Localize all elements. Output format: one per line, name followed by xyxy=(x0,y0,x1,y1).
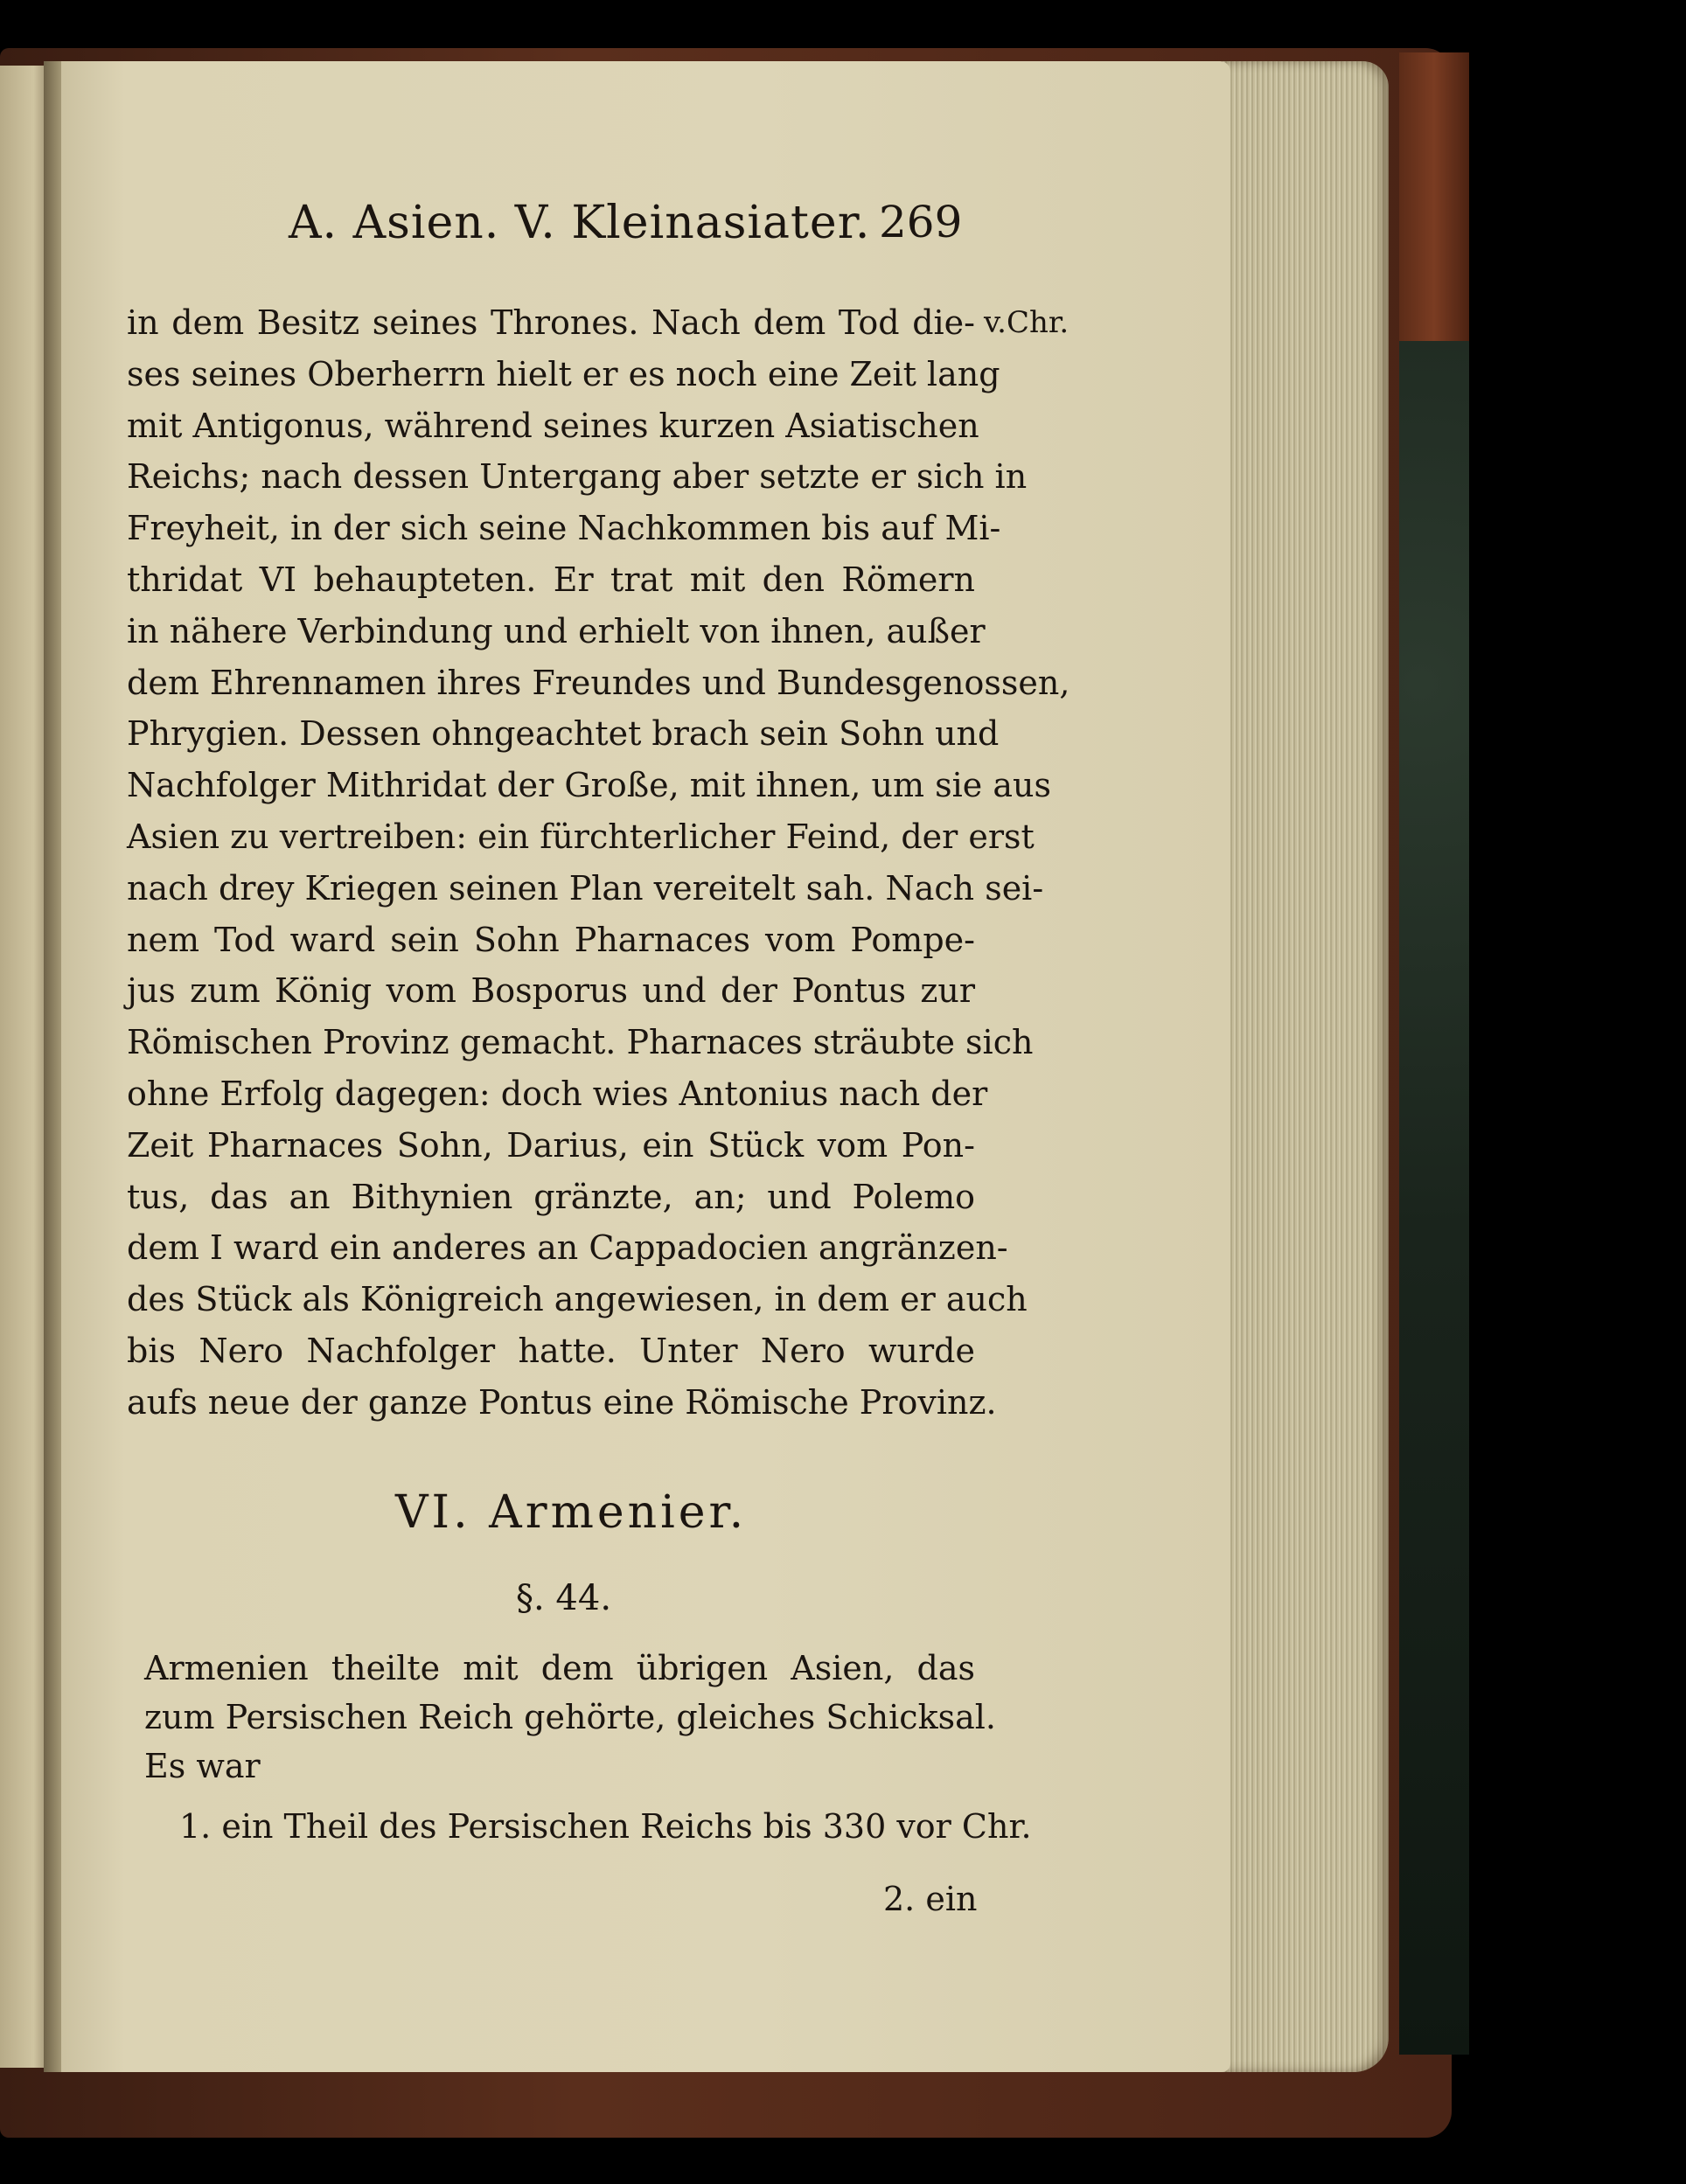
numbered-item xyxy=(179,1801,1032,1853)
text-line: dem Ehrennamen ihres Freundes und Bundesgenossen, xyxy=(127,663,1070,702)
page-gutter xyxy=(44,61,61,2072)
text-line: Es war xyxy=(144,1747,261,1785)
text-line: ohne Erfolg dagegen: doch wies Antonius nach der xyxy=(127,1074,988,1113)
text-line: Asien zu vertreiben: ein fürchterlicher Feind, der erst xyxy=(127,817,1035,856)
text-line: zum Persischen Reich gehörte, gleiches Schicksal. xyxy=(144,1698,996,1736)
text-line: Reichs; nach dessen Untergang aber setzte er sich in xyxy=(127,457,1028,497)
text-line: in dem Besitz seines Thrones. Nach dem Tod die- xyxy=(127,303,975,342)
text-line: bis Nero Nachfolger hatte. Unter Nero wurde xyxy=(127,1331,975,1370)
text-line: Phrygien. Dessen ohngeachtet brach sein Sohn und xyxy=(127,714,1000,754)
text-line: tus, das an Bithynien gränzte, an; und Polemo xyxy=(127,1177,975,1216)
book-spine-marbled xyxy=(1399,341,1469,2055)
section-text-block xyxy=(144,1644,996,1791)
text-line: jus zum König vom Bosporus und der Pontus zur xyxy=(127,971,975,1011)
text-line: ses seines Oberherrn hielt er es noch eine Zeit lang xyxy=(127,354,1000,393)
paragraph-mark: §. 44. xyxy=(516,1578,612,1618)
page-number: 269 xyxy=(879,197,963,247)
text-line: des Stück als Königreich angewiesen, in dem er auch xyxy=(127,1280,1028,1319)
list-item-text: 1. ein Theil des Persischen Reichs bis 330 vor Chr. xyxy=(179,1807,1032,1846)
book-spine-leather xyxy=(1399,52,1469,341)
text-line: Freyheit, in der sich seine Nachkommen bis auf Mi- xyxy=(127,509,1001,548)
left-page-edge xyxy=(0,66,48,2068)
text-line: Römischen Provinz gemacht. Pharnaces sträubte sich xyxy=(127,1023,1034,1062)
text-line: Nachfolger Mithridat der Große, mit ihnen, um sie aus xyxy=(127,766,1051,805)
text-line: aufs neue der ganze Pontus eine Römische Provinz. xyxy=(127,1382,997,1422)
text-line: Armenien theilte mit dem übrigen Asien, das xyxy=(144,1649,975,1687)
section-heading: VI. Armenier. xyxy=(395,1486,748,1539)
text-line: nem Tod ward sein Sohn Pharnaces vom Pompe- xyxy=(127,920,975,959)
page-stack-edges xyxy=(1223,61,1389,2072)
text-line: nach drey Kriegen seinen Plan vereitelt sah. Nach sei- xyxy=(127,868,1044,908)
text-line: Zeit Pharnaces Sohn, Darius, ein Stück vom Pon- xyxy=(127,1125,975,1165)
text-line: dem I ward ein anderes an Cappadocien angränzen- xyxy=(127,1228,1008,1268)
margin-note: v.Chr. xyxy=(984,305,1069,340)
text-line: mit Antigonus, während seines kurzen Asiatischen xyxy=(127,406,979,445)
text-line: thridat VI behaupteten. Er trat mit den Römern xyxy=(127,560,975,599)
catchword: 2. ein xyxy=(883,1880,978,1918)
text-line: in nähere Verbindung und erhielt von ihnen, außer xyxy=(127,611,986,650)
running-title: A. Asien. V. Kleinasiater. xyxy=(289,197,871,249)
